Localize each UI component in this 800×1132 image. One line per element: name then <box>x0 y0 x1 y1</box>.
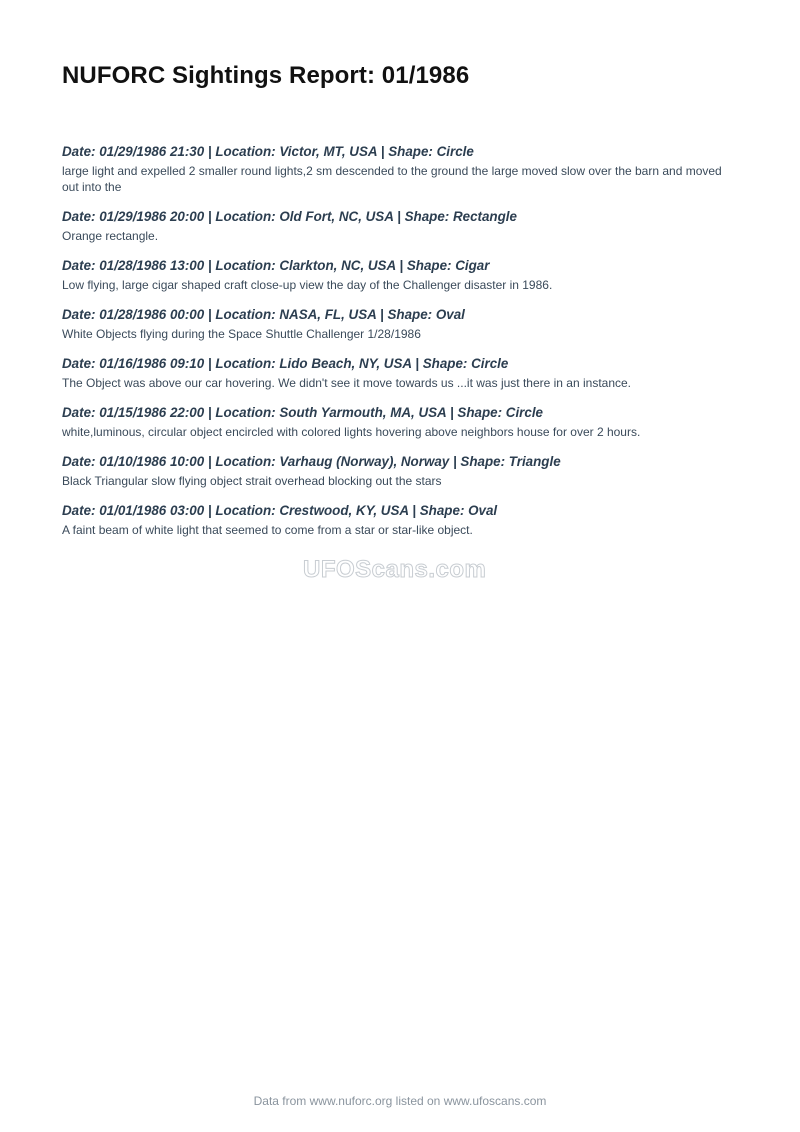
report-description: White Objects flying during the Space Shuttle Challenger 1/28/1986 <box>62 327 421 341</box>
report-description: A faint beam of white light that seemed to come from a star or star-like object. <box>62 523 473 537</box>
report-description: large light and expelled 2 smaller round lights,2 sm descended to the ground the large moved slow over the barn and moved out into the <box>62 164 722 194</box>
report-header: Date: 01/28/1986 13:00 | Location: Clarkton, NC, USA | Shape: Cigar <box>62 258 490 273</box>
report-header: Date: 01/29/1986 20:00 | Location: Old Fort, NC, USA | Shape: Rectangle <box>62 209 517 224</box>
report-list <box>62 143 742 551</box>
watermark-logo: UFOScans.com <box>303 556 487 583</box>
report-entry <box>62 453 742 489</box>
report-description: Low flying, large cigar shaped craft close-up view the day of the Challenger disaster in 1986. <box>62 278 553 292</box>
report-header: Date: 01/16/1986 09:10 | Location: Lido Beach, NY, USA | Shape: Circle <box>62 356 509 371</box>
report-description: The Object was above our car hovering. We didn't see it move towards us ...it was just there in an instance. <box>62 376 632 390</box>
report-entry <box>62 502 742 538</box>
footer-credit: Data from www.nuforc.org listed on www.ufoscans.com <box>253 1094 547 1108</box>
report-description: white,luminous, circular object encircled with colored lights hovering above neighbors house for over 2 hours. <box>62 425 641 439</box>
page-title: NUFORC Sightings Report: 01/1986 <box>62 62 470 89</box>
report-entry <box>62 143 742 195</box>
report-description: Black Triangular slow flying object strait overhead blocking out the stars <box>62 474 442 488</box>
report-header: Date: 01/28/1986 00:00 | Location: NASA, FL, USA | Shape: Oval <box>62 307 465 322</box>
report-header: Date: 01/01/1986 03:00 | Location: Crestwood, KY, USA | Shape: Oval <box>62 503 498 518</box>
report-header: Date: 01/29/1986 21:30 | Location: Victor, MT, USA | Shape: Circle <box>62 144 474 159</box>
report-entry <box>62 404 742 440</box>
report-entry <box>62 208 742 244</box>
report-entry <box>62 306 742 342</box>
report-entry <box>62 257 742 293</box>
report-header: Date: 01/10/1986 10:00 | Location: Varhaug (Norway), Norway | Shape: Triangle <box>62 454 561 469</box>
report-description: Orange rectangle. <box>62 229 159 243</box>
report-header: Date: 01/15/1986 22:00 | Location: South Yarmouth, MA, USA | Shape: Circle <box>62 405 544 420</box>
report-entry <box>62 355 742 391</box>
